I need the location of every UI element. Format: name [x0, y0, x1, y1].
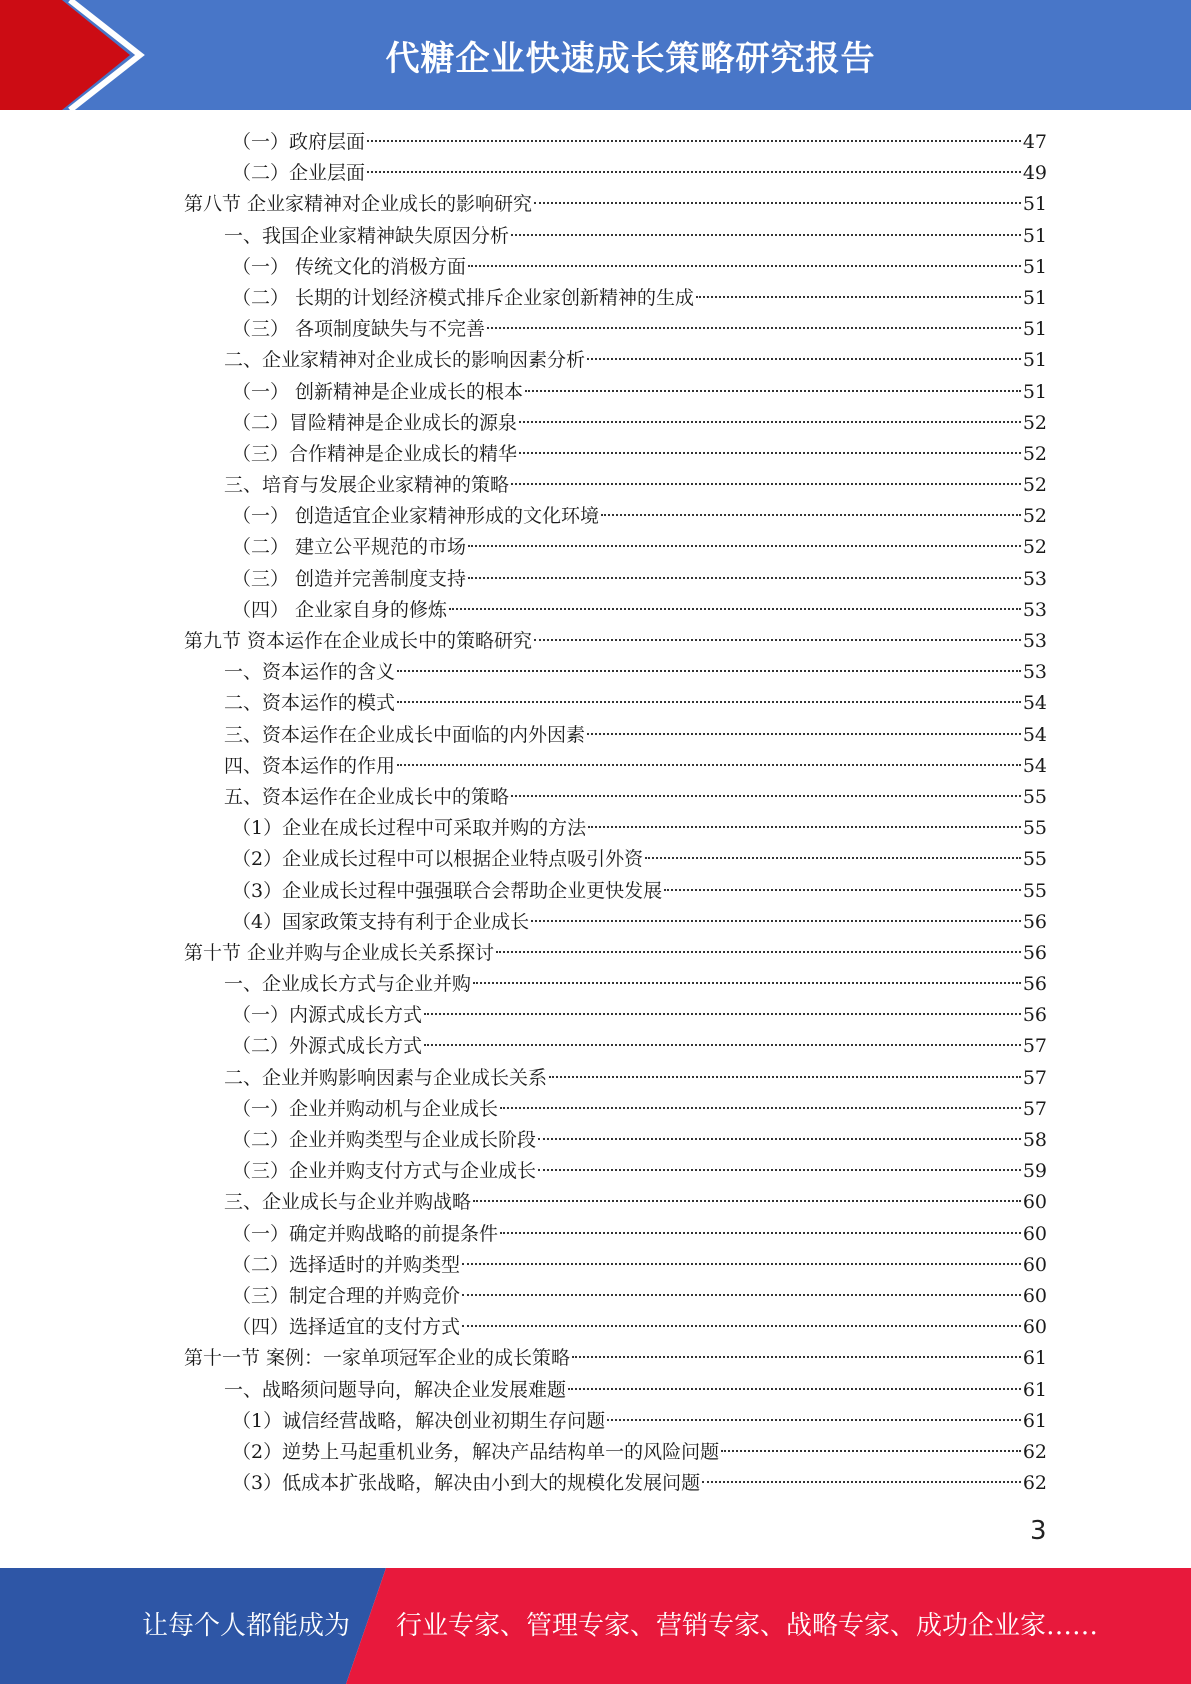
toc-entry[interactable] [0, 252, 1191, 283]
toc-entry[interactable] [0, 782, 1191, 813]
toc-entry[interactable] [0, 1094, 1191, 1125]
toc-entry-label: 二、企业家精神对企业成长的影响因素分析 [224, 349, 586, 372]
toc-entry-label: 第八节 企业家精神对企业成长的影响研究 [184, 193, 533, 216]
toc-dot-leader [696, 296, 1021, 298]
toc-dot-leader [496, 951, 1021, 953]
toc-entry-label: （一）企业并购动机与企业成长 [232, 1097, 499, 1120]
toc-entry[interactable] [0, 377, 1191, 408]
toc-dot-leader [531, 920, 1021, 922]
toc-dot-leader [473, 1200, 1021, 1202]
toc-entry-page: 54 [1022, 723, 1047, 746]
toc-entry-label: （2）企业成长过程中可以根据企业特点吸引外资 [232, 848, 644, 871]
toc-entry[interactable] [0, 1187, 1191, 1218]
toc-dot-leader [473, 982, 1021, 984]
toc-entry-label: （二） 长期的计划经济模式排斥企业家创新精神的生成 [232, 286, 695, 309]
toc-entry[interactable] [0, 1437, 1191, 1468]
toc-dot-leader [534, 202, 1021, 204]
toc-entry-page: 49 [1022, 162, 1047, 185]
toc-dot-leader [588, 826, 1021, 828]
toc-entry-page: 57 [1022, 1097, 1047, 1120]
toc-entry-label: （二）企业层面 [232, 162, 366, 185]
toc-dot-leader [511, 795, 1021, 797]
toc-entry-page: 51 [1022, 286, 1047, 309]
toc-entry[interactable] [0, 907, 1191, 938]
toc-entry[interactable] [0, 876, 1191, 907]
toc-dot-leader [397, 670, 1021, 672]
toc-entry[interactable] [0, 1250, 1191, 1281]
toc-entry[interactable] [0, 158, 1191, 189]
toc-entry-page: 51 [1022, 349, 1047, 372]
table-of-contents [0, 127, 1191, 1499]
toc-dot-leader [664, 889, 1021, 891]
toc-entry[interactable] [0, 1406, 1191, 1437]
toc-entry-label: （二）企业并购类型与企业成长阶段 [232, 1129, 537, 1151]
toc-entry-page: 54 [1022, 754, 1047, 777]
toc-dot-leader [607, 1419, 1021, 1421]
toc-entry[interactable] [0, 127, 1191, 158]
toc-entry-page: 53 [1022, 567, 1047, 590]
toc-dot-leader [462, 1294, 1021, 1296]
toc-entry-label: （三）制定合理的并购竞价 [232, 1284, 461, 1307]
toc-entry[interactable] [0, 1219, 1191, 1250]
toc-entry-page: 53 [1022, 630, 1047, 652]
toc-dot-leader [534, 639, 1021, 641]
toc-entry-label: 一、资本运作的含义 [224, 661, 396, 684]
toc-dot-leader [568, 1388, 1021, 1390]
toc-entry[interactable] [0, 595, 1191, 626]
toc-entry-label: （3）企业成长过程中强强联合会帮助企业更快发展 [232, 879, 663, 902]
toc-entry-label: （一）政府层面 [232, 131, 366, 153]
toc-dot-leader [587, 358, 1021, 360]
toc-entry[interactable] [0, 969, 1191, 1000]
toc-entry-page: 55 [1022, 785, 1047, 808]
toc-entry-label: （一） 创新精神是企业成长的根本 [232, 380, 524, 403]
toc-entry-page: 60 [1022, 1191, 1047, 1214]
toc-entry[interactable] [0, 501, 1191, 532]
toc-entry[interactable] [0, 470, 1191, 501]
toc-dot-leader [511, 483, 1021, 485]
toc-dot-leader [367, 171, 1021, 173]
toc-entry-page: 54 [1022, 692, 1047, 715]
toc-entry-label: （二） 建立公平规范的市场 [232, 536, 467, 559]
toc-entry-label: （二）选择适时的并购类型 [232, 1253, 461, 1276]
toc-entry[interactable] [0, 408, 1191, 439]
toc-entry-page: 51 [1022, 380, 1047, 403]
toc-entry[interactable] [0, 1000, 1191, 1031]
toc-dot-leader [424, 1044, 1021, 1046]
toc-dot-leader [424, 1013, 1021, 1015]
toc-entry-label: 一、我国企业家精神缺失原因分析 [224, 224, 510, 247]
toc-dot-leader [538, 1138, 1021, 1140]
toc-entry[interactable] [0, 1312, 1191, 1343]
toc-entry-page: 52 [1022, 474, 1047, 497]
toc-entry[interactable] [0, 1063, 1191, 1094]
footer-slogan-left: 让每个人都能成为 [142, 1611, 351, 1641]
toc-entry-page: 60 [1022, 1284, 1047, 1307]
toc-entry-label: 四、资本运作的作用 [224, 754, 396, 777]
toc-entry-label: （三） 各项制度缺失与不完善 [232, 318, 486, 341]
toc-dot-leader [702, 1481, 1021, 1483]
toc-entry[interactable] [0, 221, 1191, 252]
toc-entry[interactable] [0, 720, 1191, 751]
toc-entry-label: （1）企业在成长过程中可采取并购的方法 [232, 817, 587, 840]
toc-dot-leader [511, 234, 1021, 236]
toc-entry-page: 57 [1022, 1035, 1047, 1058]
toc-entry-page: 60 [1022, 1222, 1047, 1245]
toc-entry-page: 52 [1022, 505, 1047, 528]
toc-entry-page: 51 [1022, 193, 1047, 216]
toc-entry-label: 一、战略须问题导向，解决企业发展难题 [224, 1378, 567, 1401]
toc-dot-leader [645, 857, 1021, 859]
toc-entry[interactable] [0, 345, 1191, 376]
toc-entry-page: 55 [1022, 879, 1047, 902]
toc-entry-page: 47 [1022, 131, 1047, 153]
toc-entry-label: 五、资本运作在企业成长中的策略 [224, 785, 510, 808]
toc-dot-leader [449, 608, 1021, 610]
toc-entry-label: 一、企业成长方式与企业并购 [224, 973, 472, 996]
toc-dot-leader [721, 1450, 1021, 1452]
toc-entry-label: （一）内源式成长方式 [232, 1004, 423, 1027]
toc-entry[interactable] [0, 1375, 1191, 1406]
toc-entry-page: 60 [1022, 1316, 1047, 1339]
toc-entry[interactable] [0, 844, 1191, 875]
toc-entry-label: 第十一节 案例：一家单项冠军企业的成长策略 [184, 1347, 571, 1370]
toc-dot-leader [487, 327, 1021, 329]
page-header [0, 0, 1191, 110]
report-title: 代糖企业快速成长策略研究报告 [385, 38, 876, 79]
toc-entry[interactable] [0, 688, 1191, 719]
toc-entry-page: 53 [1022, 661, 1047, 684]
toc-entry-label: （2）逆势上马起重机业务，解决产品结构单一的风险问题 [232, 1440, 720, 1463]
toc-entry-label: （3）低成本扩张战略，解决由小到大的规模化发展问题 [232, 1472, 701, 1495]
toc-entry-page: 58 [1022, 1129, 1047, 1151]
toc-dot-leader [462, 1263, 1021, 1265]
toc-dot-leader [538, 1169, 1021, 1171]
toc-entry[interactable] [0, 938, 1191, 969]
toc-entry-page: 61 [1022, 1347, 1047, 1370]
toc-entry-label: 二、企业并购影响因素与企业成长关系 [224, 1066, 548, 1089]
toc-dot-leader [468, 577, 1021, 579]
toc-entry-label: 第九节 资本运作在企业成长中的策略研究 [184, 630, 533, 652]
toc-entry[interactable] [0, 1031, 1191, 1062]
toc-entry-label: （四） 企业家自身的修炼 [232, 598, 448, 621]
toc-entry-page: 53 [1022, 598, 1047, 621]
toc-entry-label: （三）合作精神是企业成长的精华 [232, 442, 518, 465]
toc-entry-page: 51 [1022, 224, 1047, 247]
toc-entry[interactable] [0, 532, 1191, 563]
toc-entry[interactable] [0, 1156, 1191, 1187]
toc-entry[interactable] [0, 1125, 1191, 1156]
toc-entry-page: 55 [1022, 817, 1047, 840]
toc-dot-leader [519, 452, 1021, 454]
toc-dot-leader [601, 514, 1021, 516]
header-red-arrow [0, 0, 160, 110]
toc-entry-page: 57 [1022, 1066, 1047, 1089]
toc-entry-label: （二）外源式成长方式 [232, 1035, 423, 1058]
toc-dot-leader [468, 545, 1021, 547]
toc-entry-page: 52 [1022, 411, 1047, 434]
toc-entry-page: 60 [1022, 1253, 1047, 1276]
toc-entry[interactable] [0, 626, 1191, 657]
toc-dot-leader [468, 265, 1021, 267]
toc-entry-page: 56 [1022, 941, 1047, 964]
toc-entry-label: （1）诚信经营战略，解决创业初期生存问题 [232, 1409, 606, 1432]
toc-entry[interactable] [0, 813, 1191, 844]
toc-entry[interactable] [0, 1343, 1191, 1374]
toc-entry[interactable] [0, 283, 1191, 314]
toc-entry[interactable] [0, 657, 1191, 688]
toc-entry-page: 62 [1022, 1440, 1047, 1463]
toc-entry-label: （一） 传统文化的消极方面 [232, 255, 467, 278]
toc-entry-page: 56 [1022, 1004, 1047, 1027]
toc-entry-page: 61 [1022, 1378, 1047, 1401]
toc-entry-label: （三） 创造并完善制度支持 [232, 567, 467, 590]
toc-entry-page: 55 [1022, 848, 1047, 871]
toc-entry[interactable] [0, 751, 1191, 782]
toc-entry-page: 59 [1022, 1160, 1047, 1183]
toc-dot-leader [572, 1356, 1021, 1358]
toc-entry-label: （二）冒险精神是企业成长的源泉 [232, 411, 518, 434]
toc-dot-leader [525, 390, 1021, 392]
toc-entry[interactable] [0, 189, 1191, 220]
toc-entry-page: 51 [1022, 318, 1047, 341]
toc-entry[interactable] [0, 314, 1191, 345]
page-number: 3 [1030, 1516, 1047, 1546]
toc-entry-page: 52 [1022, 442, 1047, 465]
toc-entry[interactable] [0, 1468, 1191, 1499]
toc-entry[interactable] [0, 1281, 1191, 1312]
toc-entry-label: 三、企业成长与企业并购战略 [224, 1191, 472, 1214]
toc-entry-label: 三、资本运作在企业成长中面临的内外因素 [224, 723, 586, 746]
toc-entry-label: 二、资本运作的模式 [224, 692, 396, 715]
toc-entry-page: 52 [1022, 536, 1047, 559]
toc-dot-leader [500, 1232, 1021, 1234]
toc-dot-leader [587, 733, 1021, 735]
toc-entry-label: （4）国家政策支持有利于企业成长 [232, 910, 530, 933]
toc-entry-page: 61 [1022, 1409, 1047, 1432]
toc-entry-label: （一） 创造适宜企业家精神形成的文化环境 [232, 505, 600, 528]
toc-dot-leader [397, 701, 1021, 703]
toc-entry-page: 56 [1022, 973, 1047, 996]
footer-slogan-right: 行业专家、管理专家、营销专家、战略专家、成功企业家…… [396, 1611, 1099, 1641]
page-footer [0, 1568, 1191, 1684]
toc-entry-page: 56 [1022, 910, 1047, 933]
toc-entry-page: 51 [1022, 255, 1047, 278]
toc-entry-label: 第十节 企业并购与企业成长关系探讨 [184, 941, 495, 964]
toc-entry-label: （四）选择适宜的支付方式 [232, 1316, 461, 1339]
toc-entry-page: 62 [1022, 1472, 1047, 1495]
toc-entry-label: （一）确定并购战略的前提条件 [232, 1222, 499, 1245]
toc-dot-leader [462, 1325, 1021, 1327]
toc-dot-leader [500, 1107, 1021, 1109]
toc-dot-leader [397, 764, 1021, 766]
toc-entry-label: 三、培育与发展企业家精神的策略 [224, 474, 510, 497]
toc-entry-label: （三）企业并购支付方式与企业成长 [232, 1160, 537, 1183]
toc-dot-leader [519, 421, 1021, 423]
toc-entry[interactable] [0, 564, 1191, 595]
toc-dot-leader [549, 1076, 1021, 1078]
toc-dot-leader [367, 140, 1021, 142]
toc-entry[interactable] [0, 439, 1191, 470]
